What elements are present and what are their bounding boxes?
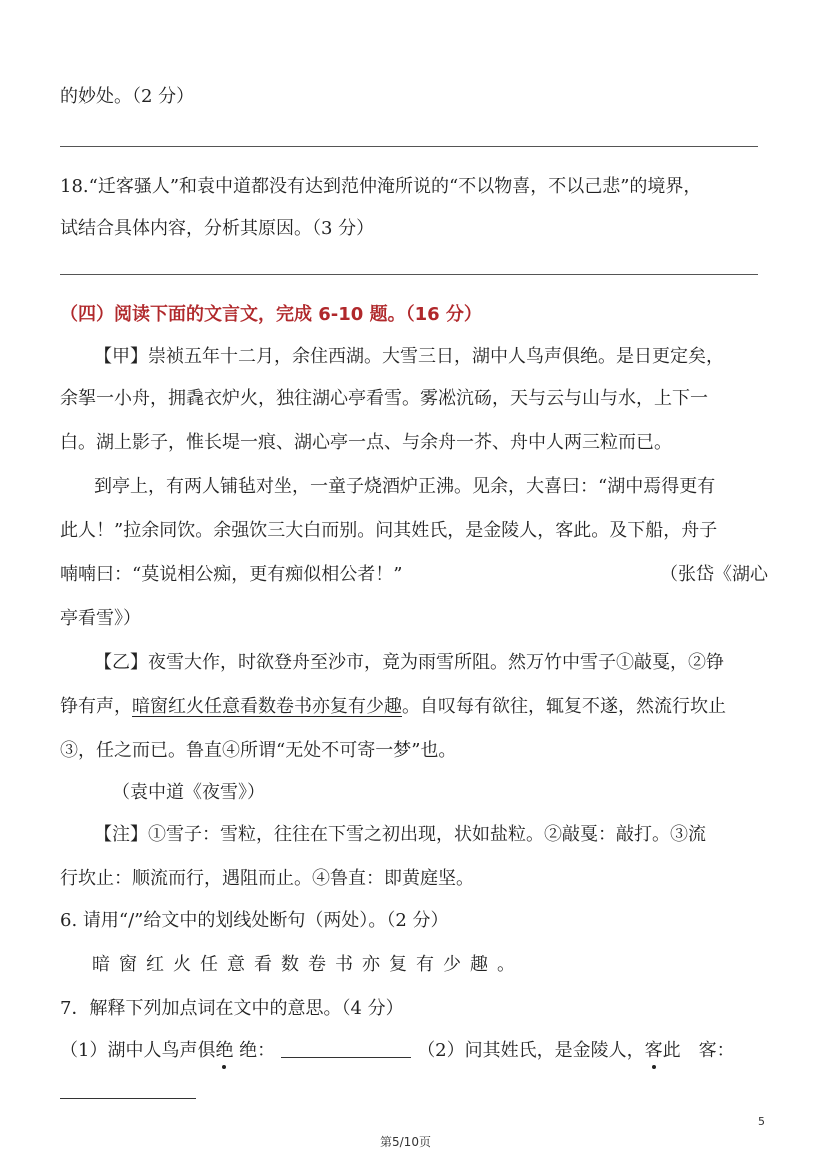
passage-yi-line2-pre: 铮有声， — [60, 696, 132, 717]
passage-yi-line2 — [60, 692, 726, 718]
page-footer: 第5/10页 — [380, 1135, 431, 1149]
section4-heading: （四）阅读下面的文言文，完成 6-10 题。（16 分） — [60, 304, 482, 325]
notes-line1: 【注】①雪子：雪粒，往往在下雪之初出现，状如盐粒。②敲戛：敲打。③流 — [94, 824, 706, 845]
q7-item1-label: 绝： — [233, 1040, 276, 1061]
passage-yi-line2-post: 。自叹每有欲往，辄复不遂，然流行坎止 — [402, 696, 726, 717]
passage-jia-line6: 喃喃曰：“莫说相公痴，更有痴似相公者！” — [60, 564, 403, 585]
passage-jia-line5: 此人！”拉余同饮。余强饮三大白而别。问其姓氏，是金陵人，客此。及下船，舟子 — [60, 520, 718, 541]
q7-item1-answer-blank[interactable] — [281, 1056, 411, 1058]
q7-prompt: 7．解释下列加点词在文中的意思。（4 分） — [60, 998, 404, 1019]
answer-line-q17 — [60, 146, 758, 147]
passage-jia-line1: 【甲】崇祯五年十二月，余住西湖。大雪三日，湖中人鸟声俱绝。是日更定矣， — [94, 346, 724, 367]
passage-jia-line2: 余挐一小舟，拥毳衣炉火，独往湖心亭看雪。雾凇沆砀，天与云与山与水，上下一 — [60, 388, 708, 409]
answer-line-q18 — [60, 274, 758, 275]
q7-items — [60, 1036, 735, 1062]
passage-yi-line1: 【乙】夜雪大作，时欲登舟至沙市，竟为雨雪所阻。然万竹中雪子①敲戛，②铮 — [94, 652, 724, 673]
passage-jia-line4: 到亭上，有两人铺毡对坐，一童子烧酒炉正沸。见余，大喜曰：“湖中焉得更有 — [94, 476, 716, 497]
q6-prompt: 6. 请用“/”给文中的划线处断句（两处）。（2 分） — [60, 910, 449, 931]
passage-jia-source-part2: 亭看雪》） — [60, 608, 141, 629]
footnote-separator — [60, 1098, 196, 1099]
passage-yi-underlined-sentence: 暗窗红火任意看数卷书亦复有少趣 — [132, 696, 402, 717]
q7-item1-dotted-word: 绝 — [215, 1036, 233, 1062]
q18-line1: 18.“迁客骚人”和袁中道都没有达到范仲淹所说的“不以物喜，不以己悲”的境界， — [60, 176, 702, 197]
passage-jia-source-part1: （张岱《湖心 — [660, 564, 768, 585]
page-number: 5 — [758, 1115, 765, 1128]
passage-jia-line3: 白。湖上影子，惟长堤一痕、湖心亭一点、与余舟一芥、舟中人两三粒而已。 — [60, 432, 672, 453]
q7-item2-label: 此 客： — [662, 1040, 735, 1061]
passage-yi-source: （袁中道《夜雪》） — [112, 782, 265, 803]
q18-line2: 试结合具体内容，分析其原因。（3 分） — [60, 218, 375, 239]
q6-sentence: 暗窗红火任意看数卷书亦复有少趣。 — [92, 954, 524, 975]
notes-line2: 行坎止：顺流而行，遇阻而止。④鲁直：即黄庭坚。 — [60, 868, 474, 889]
q7-item2-text: （2）问其姓氏，是金陵人， — [417, 1040, 645, 1061]
q7-item2-dotted-word: 客 — [645, 1036, 663, 1062]
passage-yi-line3: ③，任之而已。鲁直④所谓“无处不可寄一梦”也。 — [60, 740, 457, 761]
q17-tail: 的妙处。（2 分） — [60, 86, 195, 107]
q7-item1-text: （1）湖中人鸟声俱 — [60, 1040, 216, 1061]
